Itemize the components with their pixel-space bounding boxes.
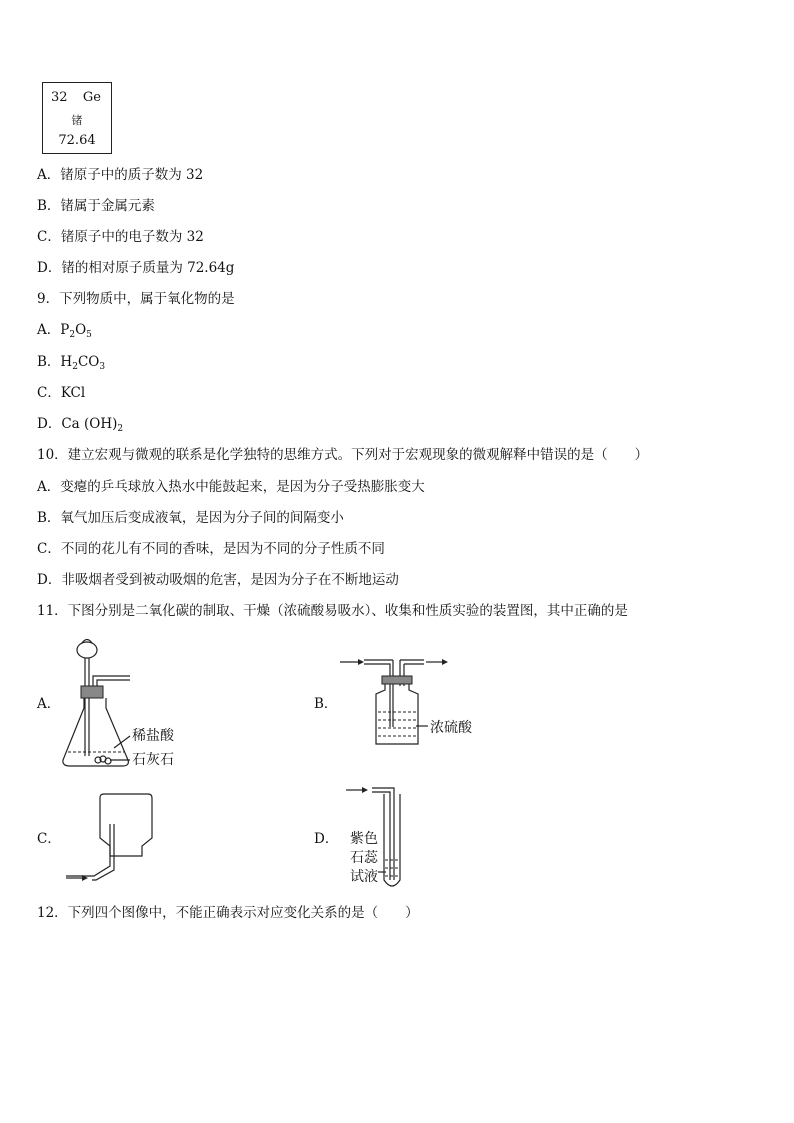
apparatus-c-collection-bottle [64,790,164,890]
q8-option-a: A．锗原子中的质子数为 32 [37,167,204,183]
element-symbol: Ge [82,90,101,105]
q9-option-b: B．$H_2CO_3$ [37,354,106,372]
atomic-number: 32 [51,90,68,105]
label-litmus: 石蕊 [350,850,378,866]
q9-option-c: C．KCl [37,385,86,401]
label-dilute-hcl: 稀盐酸 [132,728,174,744]
q10-option-d: D．非吸烟者受到被动吸烟的危害，是因为分子在不断地运动 [37,572,399,588]
q10-stem: 10．建立宏观与微观的联系是化学独特的思维方式。下列对于宏观现象的微观解释中错误的是（ ） [37,447,649,463]
label-solution: 试液 [350,869,378,885]
q10-option-a: A．变瘪的乒乓球放入热水中能鼓起来，是因为分子受热膨胀变大 [37,479,425,495]
element-card-germanium [42,82,112,154]
q11-stem: 11．下图分别是二氧化碳的制取、干燥（浓硫酸易吸水）、收集和性质实验的装置图，其中正确的是 [37,603,628,619]
q9-option-d: D．Ca $(OH)_2$ [37,416,124,434]
q11-option-d-label: D． [314,831,339,847]
q8-option-c: C．锗原子中的电子数为 32 [37,229,204,245]
q11-option-b-label: B． [314,696,338,712]
element-name: 锗 [71,114,83,127]
q9-stem: 9．下列物质中，属于氧化物的是 [37,291,235,307]
q8-option-d: D．锗的相对原子质量为 72.64g [37,260,235,276]
q11-option-a-label: A． [37,696,61,712]
label-conc-sulfuric-acid: 浓硫酸 [430,720,472,736]
q12-stem: 12．下列四个图像中，不能正确表示对应变化关系的是（ ） [37,905,419,921]
q8-option-b: B．锗属于金属元素 [37,198,155,214]
label-limestone: 石灰石 [132,752,174,768]
q9-option-a: A．$P_2O_5$ [37,322,92,340]
label-purple: 紫色 [350,831,378,847]
q11-option-c-label: C． [37,831,61,847]
q10-option-b: B．氧气加压后变成液氧，是因为分子间的间隔变小 [37,510,344,526]
apparatus-b-wash-bottle [338,652,458,752]
atomic-mass: 72.64 [58,133,96,148]
q10-option-c: C．不同的花儿有不同的香味，是因为不同的分子性质不同 [37,541,385,557]
